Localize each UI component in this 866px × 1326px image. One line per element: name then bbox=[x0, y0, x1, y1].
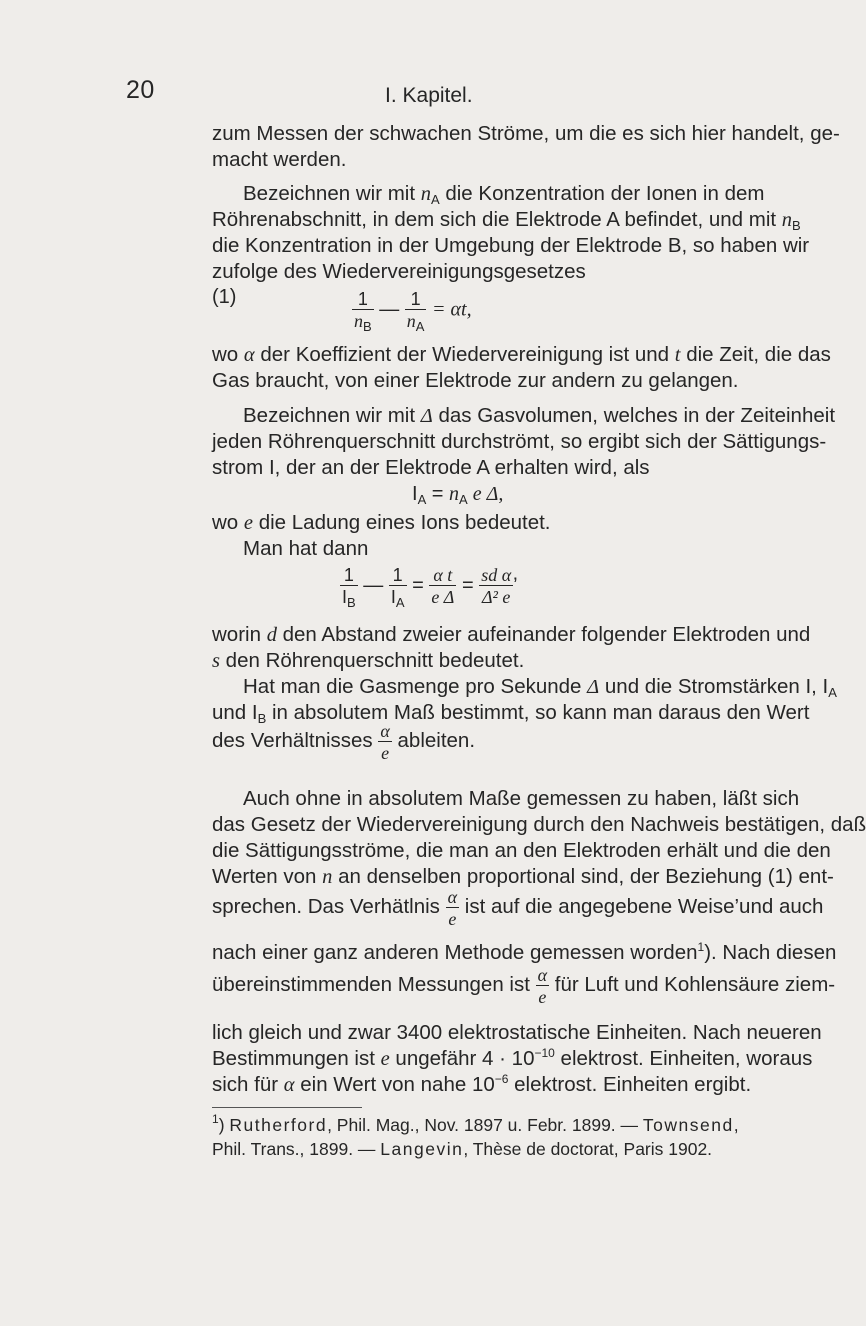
p8-line4: Werten von n an denselben proportional sind, der Beziehung (1) ent- bbox=[212, 865, 834, 888]
footnote-rule bbox=[212, 1107, 362, 1108]
p8-line8: lich gleich und zwar 3400 elektrostatische Einheiten. Nach neueren bbox=[212, 1021, 822, 1044]
p8-line1: Auch ohne in absolutem Maße gemessen zu haben, läßt sich bbox=[243, 787, 800, 810]
equation-3: $\frac{1}{I_B}$ — $\frac{1}{I_A}$ = $\frac{\text{α t}}{\text{e Δ}}$ = $\frac{\text{sd α}}{\text{Δ² e}}$ ’ bbox=[342, 565, 518, 610]
footnote-line2: Phil. Trans., 1899. — Langevin, Thèse de doctorat, Paris 1902. bbox=[212, 1139, 713, 1159]
p4-line3: strom I, der an der Elektrode A erhalten wird, als bbox=[212, 456, 650, 479]
p5-line1: wo e die Ladung eines Ions bedeutet. bbox=[212, 511, 551, 534]
equation-1: $\frac{1}{n_B}$ — $\frac{1}{n_A}$ = αt, bbox=[354, 289, 472, 334]
p8-line3: die Sättigungsströme, die man an den Elektroden erhält und die den bbox=[212, 839, 831, 862]
p2-line4: zufolge des Wiedervereinigungsgesetzes bbox=[212, 260, 586, 283]
p5-line2: Man hat dann bbox=[243, 537, 369, 560]
p2-line2: Röhrenabschnitt, in dem sich die Elektrode A befindet, und mit $n_B$ bbox=[212, 208, 801, 233]
p7-line1: Hat man die Gasmenge pro Sekunde Δ und die Stromstärken I, $I_A$ bbox=[243, 675, 837, 700]
p8-line7: übereinstimmenden Messungen ist $\frac{\alpha}{e}$ für Luft und Kohlensäure ziem- bbox=[212, 965, 836, 1007]
running-head: I. Kapitel. bbox=[385, 84, 473, 107]
p2-line3: die Konzentration in der Umgebung der Elektrode B, so haben wir bbox=[212, 234, 810, 257]
p6-line1: worin d den Abstand zweier aufeinander folgender Elektroden und bbox=[212, 623, 811, 646]
p8-line9: Bestimmungen ist e ungefähr $4 \cdot 10^{-10}$ elektrost. Einheiten, woraus bbox=[212, 1046, 813, 1070]
p8-line5: sprechen. Das Verhätlnis $\frac{\alpha}{e}$ ist auf die angegebene Weise’und auch bbox=[212, 887, 824, 929]
p3-line1: wo α der Koeffizient der Wiedervereinigung ist und t die Zeit, die das bbox=[212, 343, 831, 366]
footnote-line1: $^1$) Rutherford, Phil. Mag., Nov. 1897 u. Febr. 1899. — Townsend, bbox=[212, 1112, 739, 1135]
p8-line10: sich für α ein Wert von nahe $10^{-6}$ elektrost. Einheiten ergibt. bbox=[212, 1072, 752, 1096]
p8-line6: nach einer ganz anderen Methode gemessen worden$^1$). Nach diesen bbox=[212, 940, 837, 964]
equation-2: $I_A = n_A$ e Δ, bbox=[412, 483, 504, 507]
page-number: 20 bbox=[126, 76, 155, 104]
p1-line2: macht werden. bbox=[212, 148, 347, 171]
p6-line2: s den Röhrenquerschnitt bedeutet. bbox=[212, 649, 525, 672]
p1-line1: zum Messen der schwachen Ströme, um die es sich hier handelt, ge- bbox=[212, 122, 840, 145]
equation-number-1: (1) bbox=[212, 286, 237, 308]
p7-line3: des Verhältnisses $\frac{\alpha}{e}$ ableiten. bbox=[212, 721, 476, 763]
p8-line2: das Gesetz der Wiedervereinigung durch den Nachweis bestätigen, daß bbox=[212, 813, 866, 836]
p2-line1: Bezeichnen wir mit $n_A$ die Konzentration der Ionen in dem bbox=[243, 182, 765, 207]
p4-line2: jeden Röhrenquerschnitt durchströmt, so ergibt sich der Sättigungs- bbox=[212, 430, 827, 453]
p3-line2: Gas braucht, von einer Elektrode zur andern zu gelangen. bbox=[212, 369, 739, 392]
p7-line2: und $I_B$ in absolutem Maß bestimmt, so kann man daraus den Wert bbox=[212, 701, 810, 726]
p4-line1: Bezeichnen wir mit Δ das Gasvolumen, welches in der Zeiteinheit bbox=[243, 404, 836, 427]
